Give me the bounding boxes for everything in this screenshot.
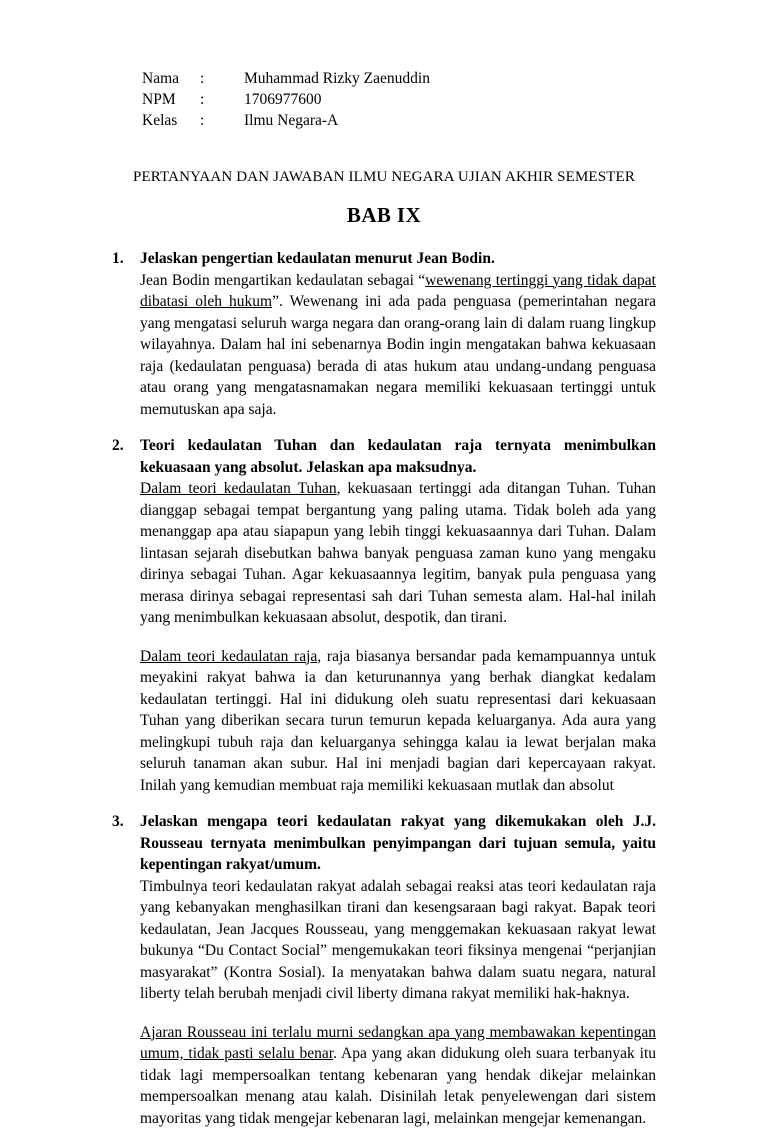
question-body-1 bbox=[140, 248, 656, 420]
question-body-3 bbox=[140, 811, 656, 1129]
student-identity-block bbox=[142, 68, 656, 131]
identity-value-kelas: Ilmu Negara-A bbox=[244, 110, 656, 131]
identity-row-kelas bbox=[142, 110, 656, 131]
question-body-2 bbox=[140, 435, 656, 796]
question-prompt-2: Teori kedaulatan Tuhan dan kedaulatan raja ternyata menimbulkan kekuasaan yang absolut. Jelaskan apa maksudnya. bbox=[140, 435, 656, 478]
answer-paragraph-2-2 bbox=[140, 646, 656, 797]
identity-label-nama: Nama bbox=[142, 68, 200, 89]
identity-colon-nama: : bbox=[200, 68, 244, 89]
identity-row-npm bbox=[142, 89, 656, 110]
answer-text-lead: Jean Bodin mengartikan kedaulatan sebagai “ bbox=[140, 272, 425, 289]
identity-row-nama bbox=[142, 68, 656, 89]
question-number-2: 2. bbox=[112, 435, 140, 457]
question-number-3: 3. bbox=[112, 811, 140, 833]
answer-underlined-term-raja: Dalam teori kedaulatan raja bbox=[140, 648, 317, 665]
answer-text-rousseau: . Apa yang akan didukung oleh suara terbanyak itu tidak lagi mempersoalkan tentang kebenaran yang hendak dikejar melainkan mempersoalkan menang atau kalah. Disinilah letak penyelewengan dari sistem mayoritas yang tidak mengejar kebenaran lagi, melainkan mengejar kemenangan. bbox=[140, 1045, 656, 1127]
answer-paragraph-1-1 bbox=[140, 270, 656, 421]
answer-text-rest: ”. Wewenang ini ada pada penguasa (pemerintahan negara yang mengatasi seluruh warga negara dan orang-orang lain di dalam ruang lingkup wilayahnya. Dalam hal ini sebenarnya Bodin ingin mengatakan bahwa kekuasaan raja (kedaulatan penguasa) berada di atas hukum atau undang-undang penguasa atau orang yang mengatasnamakan negara memiliki kekuasaan tertinggi untuk memutuskan apa saja. bbox=[140, 293, 656, 418]
question-prompt-1: Jelaskan pengertian kedaulatan menurut Jean Bodin. bbox=[140, 248, 656, 270]
identity-label-kelas: Kelas bbox=[142, 110, 200, 131]
answer-paragraph-2-1 bbox=[140, 478, 656, 629]
identity-colon-npm: : bbox=[200, 89, 244, 110]
document-subject-line: PERTANYAAN DAN JAWABAN ILMU NEGARA UJIAN AKHIR SEMESTER bbox=[112, 167, 656, 187]
answer-text-tuhan: , kekuasaan tertinggi ada ditangan Tuhan. Tuhan dianggap sebagai tempat bergantung yang paling utama. Tidak boleh ada yang menanggap apa atau siapapun yang lebih tinggi kekuasaannya dari Tuhan. Dalam lintasan sejarah disebutkan bahwa banyak penguasa zaman kuno yang mengaku dirinya sebagai Tuhan. Agar kekuasaannya legitim, banyak pula penguasa yang merasa dirinya sebagai representasi sah dari Tuhan semesta alam. Hal-hal inilah yang menimbulkan kekuasaan absolut, despotik, dan tirani. bbox=[140, 480, 656, 626]
question-prompt-3: Jelaskan mengapa teori kedaulatan rakyat yang dikemukakan oleh J.J. Rousseau ternyata menimbulkan penyimpangan dari tujuan semula, yaitu kepentingan rakyat/umum. bbox=[140, 811, 656, 876]
answer-paragraph-3-2 bbox=[140, 1022, 656, 1129]
question-item-3 bbox=[112, 811, 656, 1129]
answer-underlined-quote: wewenang tertinggi yang tidak dapat dibatasi oleh hukum bbox=[140, 272, 656, 311]
identity-value-npm: 1706977600 bbox=[244, 89, 656, 110]
answer-underlined-ajaran-rousseau: Ajaran Rousseau ini terlalu murni sedangkan apa yang membawakan kepentingan umum, tidak pasti selalu benar bbox=[140, 1024, 656, 1063]
page-title: BAB IX bbox=[112, 202, 656, 228]
question-number-1: 1. bbox=[112, 248, 140, 270]
identity-value-nama: Muhammad Rizky Zaenuddin bbox=[244, 68, 656, 89]
question-item-1 bbox=[112, 248, 656, 420]
identity-label-npm: NPM bbox=[142, 89, 200, 110]
answer-underlined-term-tuhan: Dalam teori kedaulatan Tuhan bbox=[140, 480, 337, 497]
answer-text-raja: , raja biasanya bersandar pada kemampuannya untuk meyakini rakyat bahwa ia dan keturunannya yang berhak diangkat kedalam kedaulatan tertinggi. Hal ini didukung oleh suatu representasi dari kekuasaan Tuhan yang diberikan secara turun temurun kepada keluarganya. Ada aura yang melingkupi tubuh raja dan keluarganya sehingga kalau ia lewat berjalan maka seluruh tanaman akan subur. Hal ini menjadi bagian dari kepercayaan rakyat. Inilah yang kemudian membuat raja memiliki kekuasaan mutlak dan absolut bbox=[140, 648, 656, 794]
question-item-2 bbox=[112, 435, 656, 796]
question-list bbox=[112, 248, 656, 1129]
answer-paragraph-3-1: Timbulnya teori kedaulatan rakyat adalah sebagai reaksi atas teori kedaulatan raja yang kebanyakan menghasilkan tirani dan kesengsaraan bagi rakyat. Bapak teori kedaulatan, Jean Jacques Rousseau, yang menggemakan kekuasaan rakyat lewat bukunya “Du Contact Social” mengemukakan teori fiksinya mengenai “perjanjian masyarakat” (Kontra Sosial). Ia menyatakan bahwa dalam suatu negara, natural liberty telah berubah menjadi civil liberty dimana rakyat memiliki hak-haknya. bbox=[140, 876, 656, 1005]
identity-colon-kelas: : bbox=[200, 110, 244, 131]
